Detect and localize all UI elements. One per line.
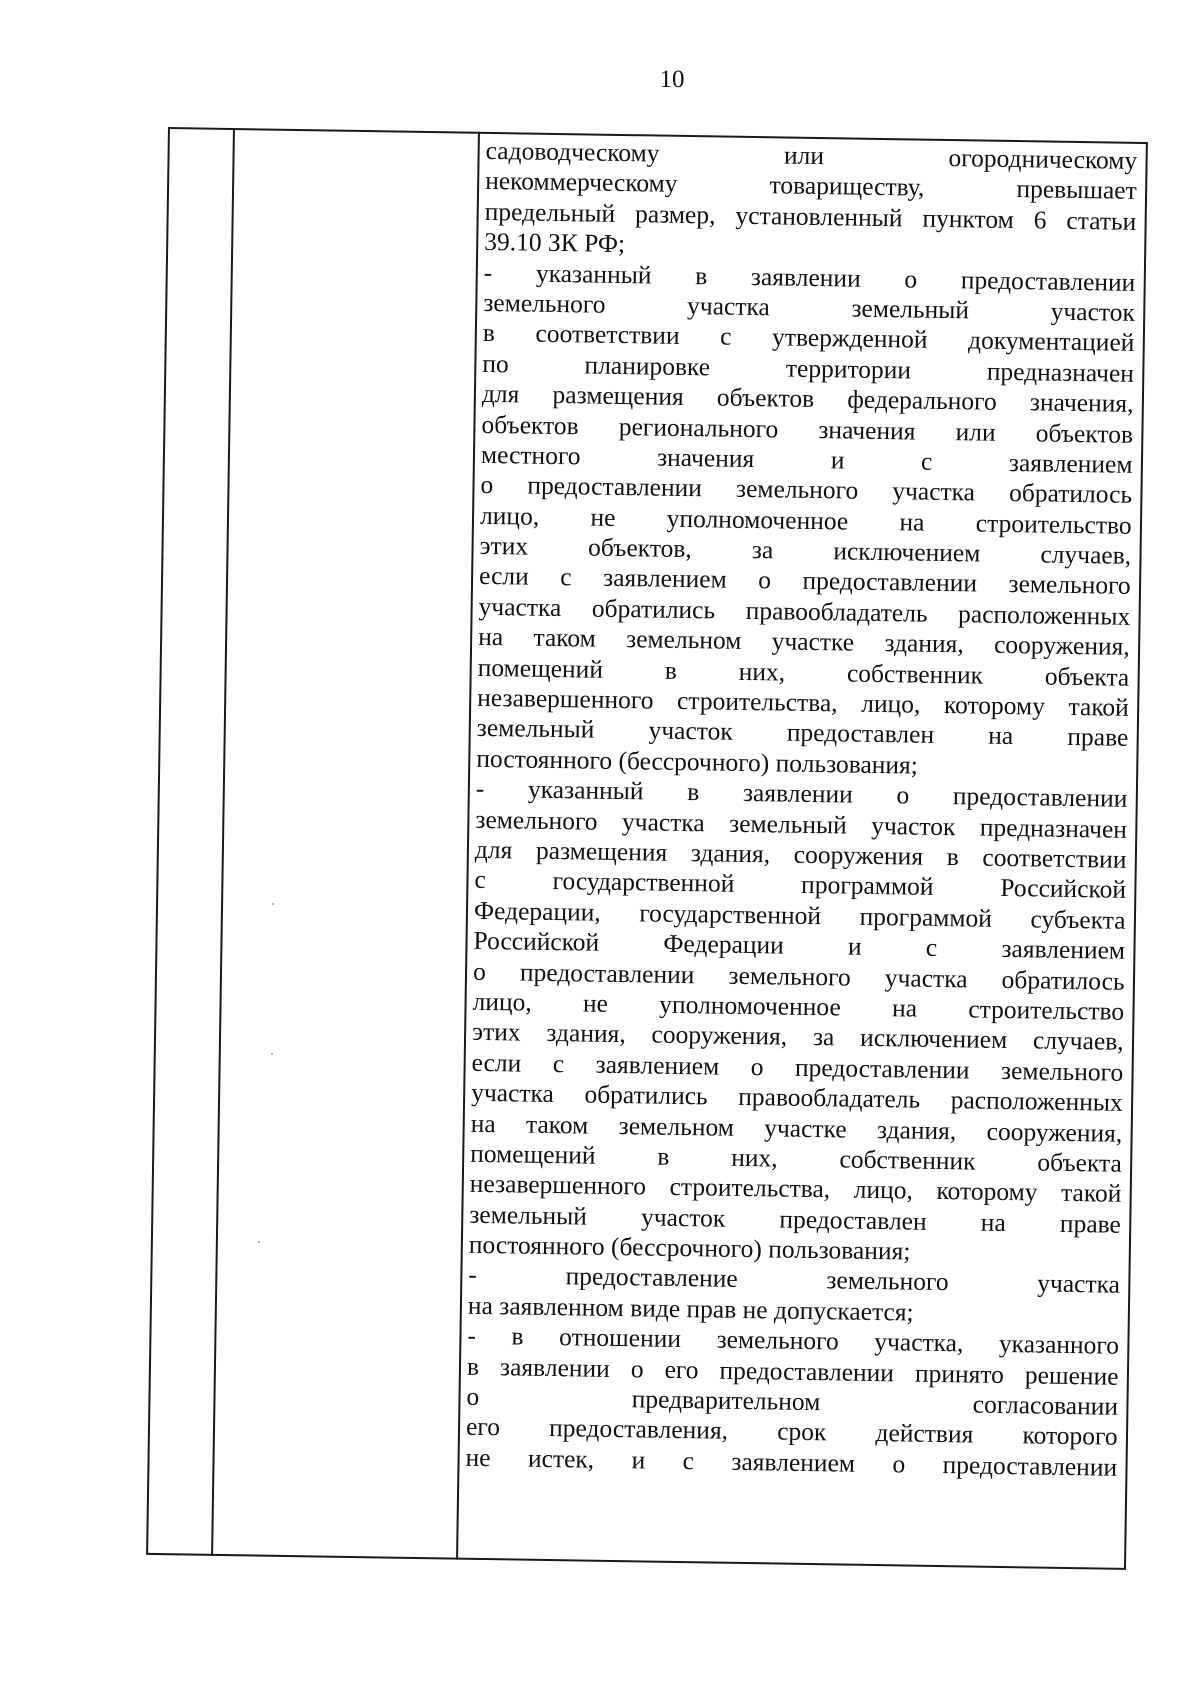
text-line: на таком земельном участке здания, сооружения, xyxy=(470,1108,1123,1148)
text-line: помещений в них, собственник объекта xyxy=(470,1138,1123,1178)
text-line: для размещения объектов федерального значения, xyxy=(481,378,1134,418)
text-line: постоянного (бессрочного) пользования; xyxy=(468,1229,911,1266)
text-line: земельный участок предоставлен на праве xyxy=(476,713,1129,753)
text-line: лицо, не уполномоченное на строительство xyxy=(479,500,1132,540)
text-line: на заявленном виде прав не допускается; xyxy=(467,1290,914,1327)
text-line: этих здания, сооружения, за исключением случаев, xyxy=(471,1017,1124,1057)
text-line: земельного участка земельный участок предназначен xyxy=(475,804,1128,844)
text-line: о предварительном согласовании xyxy=(466,1381,1119,1421)
text-line: для размещения здания, сооружения в соответствии xyxy=(474,834,1127,874)
text-line: - указанный в заявлении о предоставлении xyxy=(483,257,1136,297)
text-line: земельный участок предоставлен на праве xyxy=(469,1199,1122,1239)
text-line: на таком земельном участке здания, сооружения, xyxy=(477,622,1130,662)
text-line: Федерации, государственной программой субъекта xyxy=(473,895,1126,935)
page-number: 10 xyxy=(659,66,685,93)
text-line: о предоставлении земельного участка обратилось xyxy=(480,470,1133,510)
text-line: местного значения и с заявлением xyxy=(480,439,1133,479)
text-line: участка обратились правообладатель расположенных xyxy=(478,591,1131,631)
document-table xyxy=(146,127,1148,1570)
text-line: этих объектов, за исключением случаев, xyxy=(479,530,1132,570)
text-line: некоммерческому товариществу, превышает xyxy=(484,166,1137,206)
text-line: лицо, не уполномоченное на строительство xyxy=(472,986,1125,1026)
text-line: если с заявлением о предоставлении земельного xyxy=(471,1047,1124,1087)
text-line: не истек, и с заявлением о предоставлении xyxy=(465,1442,1118,1482)
text-line: по планировке территории предназначен xyxy=(482,348,1135,388)
text-line: в заявлении о его предоставлении принято решение xyxy=(466,1351,1119,1391)
text-line: - указанный в заявлении о предоставлении xyxy=(475,774,1128,814)
scan-speck xyxy=(258,1241,260,1243)
scan-speck xyxy=(272,903,274,905)
text-line: его предоставления, срок действия которого xyxy=(465,1412,1118,1452)
text-line: Российской Федерации и с заявлением xyxy=(473,925,1126,965)
text-line: незавершенного строительства, лицо, которому такой xyxy=(477,682,1130,722)
text-line: с государственной программой Российской xyxy=(474,865,1127,905)
text-line: - предоставление земельного участка xyxy=(468,1260,1121,1300)
text-line: земельного участка земельный участок xyxy=(483,287,1136,327)
text-line: помещений в них, собственник объекта xyxy=(477,652,1130,692)
text-line: предельный размер, установленный пунктом 6 статьи xyxy=(484,196,1137,236)
text-line: - в отношении земельного участка, указанного xyxy=(467,1320,1120,1360)
text-line: садоводческому или огородническому xyxy=(485,135,1138,175)
text-line: незавершенного строительства, лицо, которому такой xyxy=(469,1169,1122,1209)
table-cell-conditions-text xyxy=(465,136,1137,1483)
text-line: объектов регионального значения или объектов xyxy=(481,409,1134,449)
text-line: участка обратились правообладатель расположенных xyxy=(470,1077,1123,1117)
scan-speck xyxy=(271,1053,273,1055)
text-line: если с заявлением о предоставлении земельного xyxy=(478,561,1131,601)
text-line: постоянного (бессрочного) пользования; xyxy=(476,743,919,780)
text-line: о предоставлении земельного участка обратилось xyxy=(472,956,1125,996)
text-line: в соответствии с утвержденной документацией xyxy=(482,318,1135,358)
text-line: 39.10 ЗК РФ; xyxy=(484,227,626,259)
